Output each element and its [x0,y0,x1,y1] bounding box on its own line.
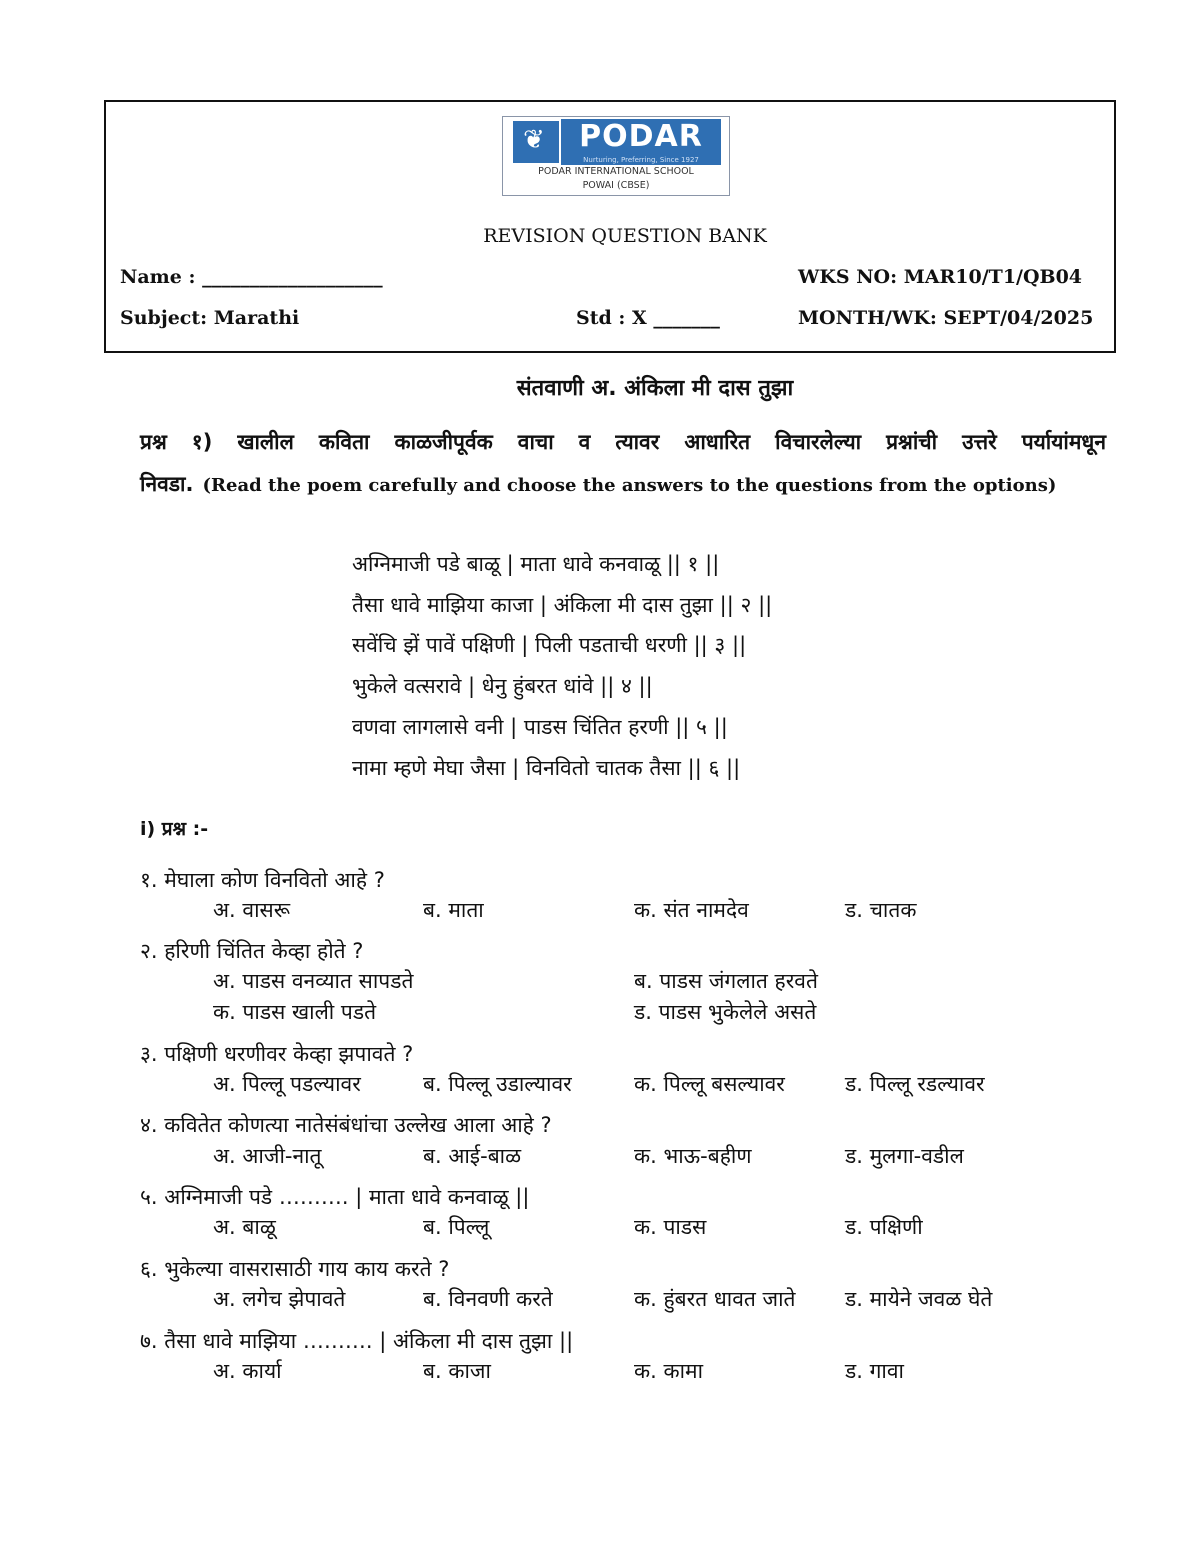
option-b: ब. काजा [423,1359,491,1383]
lesson-title: संतवाणी अ. अंकिला मी दास तुझा [516,376,794,401]
option-d: ड. पिल्लू रडल्यावर [845,1072,985,1096]
option-d: ड. पक्षिणी [845,1215,923,1239]
option-a: अ. कार्या [213,1359,282,1383]
option-a: अ. लगेच झेपावते [213,1287,346,1311]
option-d: ड. चातक [845,898,917,922]
question-text: १. मेघाला कोण विनवितो आहे ? [140,868,385,892]
option-c: क. संत नामदेव [634,898,749,922]
option-a: अ. आजी-नातू [213,1144,322,1168]
school-logo [502,116,730,196]
option-d: ड. मुलगा-वडील [845,1144,964,1168]
option-c: क. हुंबरत धावत जाते [634,1287,796,1311]
poem-line: तैसा धावे माझिया काजा | अंकिला मी दास तुझा || २ || [352,593,773,617]
tree-icon: ❦ [513,121,559,163]
option-d: ड. पाडस भुकेलेले असते [634,1000,817,1024]
question-text: ३. पक्षिणी धरणीवर केव्हा झपावते ? [140,1042,414,1066]
option-b: ब. पिल्लू [423,1215,490,1239]
poem-line: सवेंचि झें पावें पक्षिणी | पिली पडताची धरणी || ३ || [352,633,747,657]
logo-school-name: PODAR INTERNATIONAL SCHOOL [538,166,694,177]
std-label: Std : X _______ [576,307,720,329]
question-text: ४. कवितेत कोणत्या नातेसंबंधांचा उल्लेख आला आहे ? [140,1113,552,1137]
poem-line: भुकेले वत्सरावे | धेनु हुंबरत धांवे || ४ || [352,674,653,698]
instruction-marathi: निवडा. [140,472,194,496]
subject-label: Subject: Marathi [120,307,300,329]
poem-line: नामा म्हणे मेघा जैसा | विनवितो चातक तैसा || ६ || [352,756,741,780]
poem-line: अग्निमाजी पडे बाळू | माता धावे कनवाळू || १ || [352,552,720,576]
option-b: ब. पाडस जंगलात हरवते [634,969,818,993]
name-field-label: Name : ___________________ [120,266,383,288]
option-a: अ. पिल्लू पडल्यावर [213,1072,361,1096]
month-week: MONTH/WK: SEPT/04/2025 [798,307,1094,329]
option-c: क. पाडस [634,1215,707,1239]
option-c: क. पिल्लू बसल्यावर [634,1072,785,1096]
logo-brand: PODAR [561,119,721,155]
option-b: ब. विनवणी करते [423,1287,553,1311]
option-c: क. कामा [634,1359,704,1383]
option-b: ब. माता [423,898,484,922]
wks-number: WKS NO: MAR10/T1/QB04 [798,266,1083,288]
logo-school-branch: POWAI (CBSE) [582,180,650,191]
poem-line: वणवा लागलासे वनी | पाडस चिंतित हरणी || ५ || [352,715,728,739]
question-text: २. हरिणी चिंतित केव्हा होते ? [140,939,364,963]
instruction-english: (Read the poem carefully and choose the answers to the questions from the options) [202,475,1057,496]
option-c: क. पाडस खाली पडते [213,1000,377,1024]
option-a: अ. वासरू [213,898,291,922]
option-d: ड. गावा [845,1359,904,1383]
option-c: क. भाऊ-बहीण [634,1144,752,1168]
questions-heading: i) प्रश्न :- [140,818,209,840]
option-b: ब. पिल्लू उडाल्यावर [423,1072,572,1096]
option-d: ड. मायेने जवळ घेते [845,1287,993,1311]
question-text: ५. अग्निमाजी पडे ………. | माता धावे कनवाळू || [140,1185,530,1209]
option-b: ब. आई-बाळ [423,1144,522,1168]
page-title: REVISION QUESTION BANK [483,225,767,247]
option-a: अ. पाडस वनव्यात सापडते [213,969,414,993]
question-text: ७. तैसा धावे माझिया ………. | अंकिला मी दास तुझा || [140,1329,574,1353]
question-text: ६. भुकेल्या वासरासाठी गाय काय करते ? [140,1257,450,1281]
option-a: अ. बाळू [213,1215,276,1239]
instruction-line-2 [140,470,1056,498]
instruction-line-1: प्रश्न १) खालील कविता काळजीपूर्वक वाचा व त्यावर आधारित विचारलेल्या प्रश्नांची उत्तरे पर्यायांमधून [140,430,1106,454]
logo-tagline: Nurturing, Preferring, Since 1927 [561,155,721,165]
